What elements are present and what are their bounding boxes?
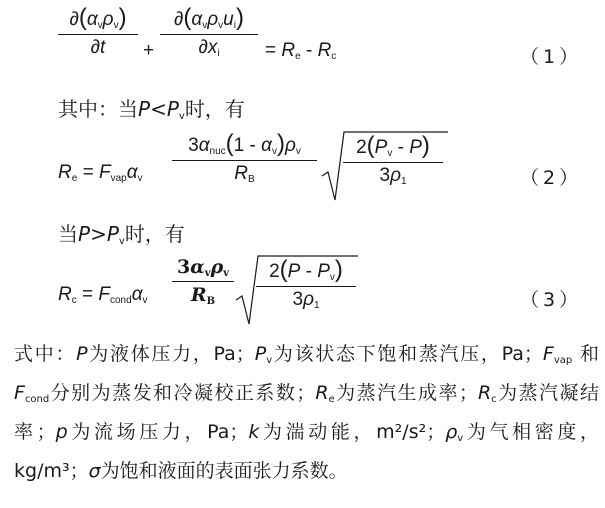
eq3-number: （3） [520,289,583,311]
eq1-plus: + [143,40,155,61]
eq2-sqrt-fraction [343,132,443,187]
eq3-fraction [172,256,234,307]
condition-line-1: 其中：当$P<P_v$时，有 [58,97,245,122]
eq1-fraction-2 [160,4,258,59]
desc-p: 为液体压力，Pa； [87,343,255,365]
eq1-frac1-denominator: ∂t [90,37,106,58]
eq3-sqrt-fraction [256,256,356,311]
eq3-sqrt-denominator: $3\rho_1$ [292,289,320,311]
desc-rc: 为蒸汽凝结率； [14,382,599,443]
desc-p-field: 为流场压力，Pa； [67,421,249,443]
eq2-sqrt-numerator: $2(P_v - P)$ [356,132,430,159]
eq2-fraction [172,130,317,185]
eq3-lhs: $R_c = F_{cond}\alpha_v$ [58,284,148,306]
eq1-frac2-numerator: $\partial(\alpha_v\rho_vu_i)$ [174,4,244,31]
eq3-frac-denominator: $R_B$ [190,284,216,307]
desc-prefix: 式中： [14,343,77,365]
eq1-rhs: = $R_e - R_c$ [265,40,337,62]
eq1-number: （1） [520,46,583,68]
eq2-frac-numerator: $3\alpha_{nuc}(1 - \alpha_v)\rho_v$ [188,130,301,157]
eq1-fraction-1 [58,4,138,59]
description-paragraph: 式中：P为液体压力，Pa；$P_v$为该状态下饱和蒸汽压，Pa；$F_{vap}$ 和 $F_{cond}$分别为蒸发和冷凝校正系数；$R_e$为蒸汽生成率；$R_c$为蒸汽凝结率；p为流场压力，Pa；k为湍动能，m²/s²；$\rho_v$为气相密度，kg/m³；σ为饱和液面的表面张力系数。 [14,343,599,482]
eq2-lhs: $R_e = F_{vap}\alpha_v$ [58,162,143,184]
eq1-frac1-numerator: $\partial(\alpha_v\rho_v)$ [69,4,127,31]
desc-f: 分别为蒸发和冷凝校正系数； [49,382,316,404]
eq1-frac2-denominator: $\partial x_i$ [198,37,220,59]
desc-re: 为蒸汽生成率； [334,382,478,404]
eq2-number: （2） [520,167,583,189]
desc-and: 和 [579,343,599,365]
eq3-frac-numerator: $3\alpha_v\rho_v$ [176,256,230,279]
eq3-sqrt-numerator: $2(P - P_v)$ [269,256,343,283]
desc-rho: 为气相密度，kg/m³； [14,421,599,482]
desc-sigma: 为饱和液面的表面张力系数。 [100,460,348,482]
eq2-sqrt-denominator: $3\rho_1$ [379,165,407,187]
desc-pv: 为该状态下饱和蒸汽压，Pa； [272,343,543,365]
desc-k: 为湍动能，m²/s²； [259,421,446,443]
eq2-frac-denominator: $R_B$ [234,163,255,185]
condition-line-2: 当$P>P_v$时，有 [58,222,185,247]
